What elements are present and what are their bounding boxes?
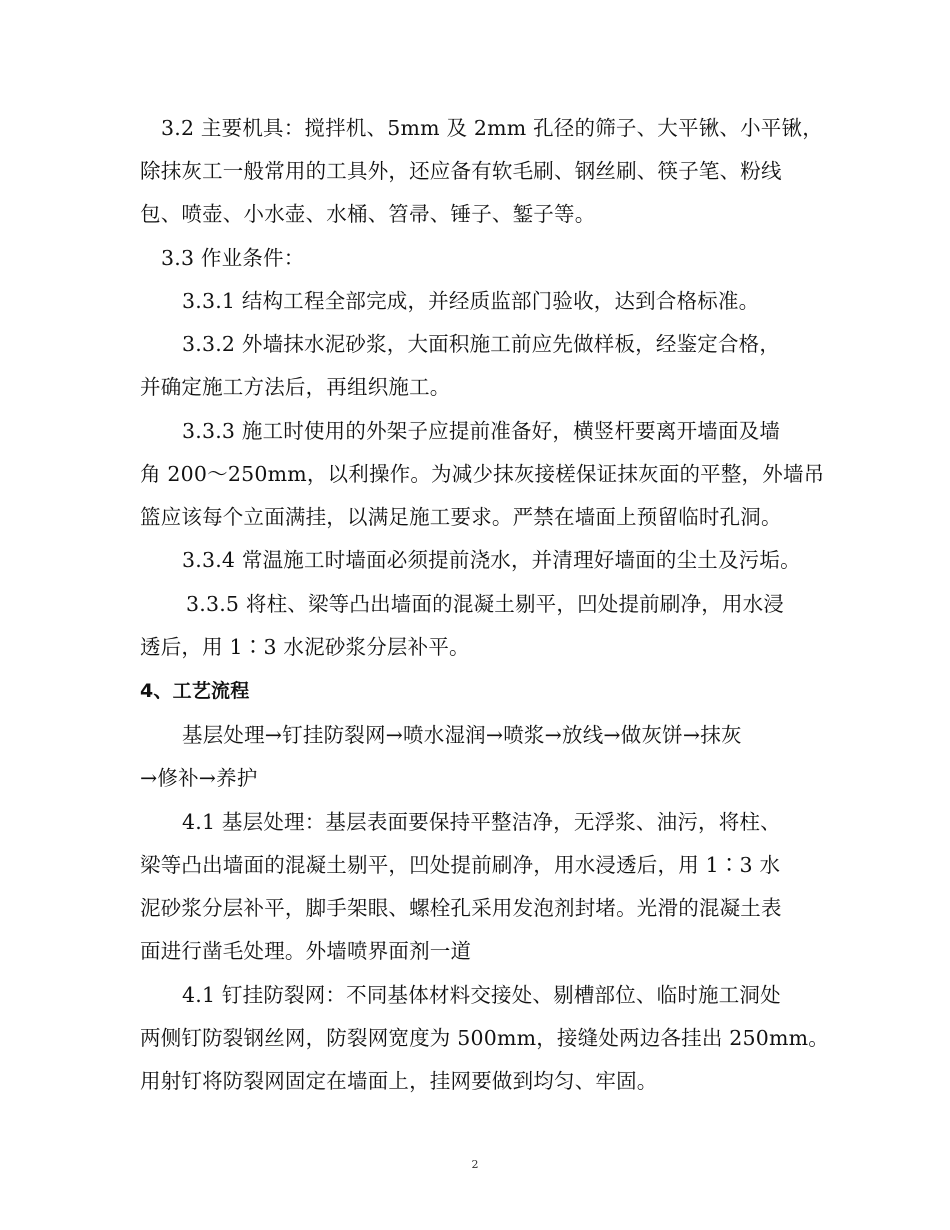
text-line: 泥砂浆分层补平，脚手架眼、螺栓孔采用发泡剂封堵。光滑的混凝土表: [140, 896, 782, 920]
text-line-3-2: 3.2 主要机具：搅拌机、5mm 及 2mm 孔径的筛子、大平锹、小平锹，: [161, 116, 823, 140]
text-line-3-3-2: 3.3.2 外墙抹水泥砂浆，大面积施工前应先做样板，经鉴定合格，: [182, 332, 781, 356]
text-line: 面进行凿毛处理。外墙喷界面剂一道: [140, 939, 472, 963]
section-heading-4: 4、工艺流程: [140, 680, 250, 702]
text-line: 并确定施工方法后，再组织施工。: [140, 375, 451, 399]
text-line: 用射钉将防裂网固定在墙面上，挂网要做到均匀、牢固。: [140, 1069, 658, 1093]
process-flow-line: 基层处理→钉挂防裂网→喷水湿润→喷浆→放线→做灰饼→抹灰: [182, 723, 742, 747]
text-line-3-3: 3.3 作业条件：: [161, 246, 305, 270]
text-line-4-1-b: 4.1 钉挂防裂网：不同基体材料交接处、剔槽部位、临时施工洞处: [182, 983, 781, 1007]
page-number: 2: [471, 1158, 479, 1171]
process-flow-line: →修补→养护: [140, 766, 258, 790]
text-line-3-3-1: 3.3.1 结构工程全部完成，并经质监部门验收，达到合格标准。: [182, 289, 760, 313]
text-line-3-3-4: 3.3.4 常温施工时墙面必须提前浇水，并清理好墙面的尘土及污垢。: [182, 548, 801, 572]
text-line: 除抹灰工一般常用的工具外，还应备有软毛刷、钢丝刷、筷子笔、粉线: [140, 159, 782, 183]
text-line: 透后，用 1∶3 水泥砂浆分层补平。: [140, 635, 470, 659]
text-line: 篮应该每个立面满挂，以满足施工要求。严禁在墙面上预留临时孔洞。: [140, 505, 782, 529]
text-line-3-3-5: 3.3.5 将柱、梁等凸出墙面的混凝土剔平，凹处提前刷净，用水浸: [186, 592, 785, 616]
text-line-3-3-3: 3.3.3 施工时使用的外架子应提前准备好，横竖杆要离开墙面及墙: [182, 419, 781, 443]
text-line: 两侧钉防裂钢丝网，防裂网宽度为 500mm，接缝处两边各挂出 250mm。: [140, 1026, 829, 1050]
text-line: 角 200～250mm，以利操作。为减少抹灰接槎保证抹灰面的平整，外墙吊: [140, 462, 825, 486]
text-line-4-1: 4.1 基层处理：基层表面要保持平整洁净，无浮浆、油污，将柱、: [182, 810, 781, 834]
text-line: 梁等凸出墙面的混凝土剔平，凹处提前刷净，用水浸透后，用 1∶3 水: [140, 853, 781, 877]
text-line: 包、喷壶、小水壶、水桶、笤帚、锤子、錾子等。: [140, 202, 596, 226]
